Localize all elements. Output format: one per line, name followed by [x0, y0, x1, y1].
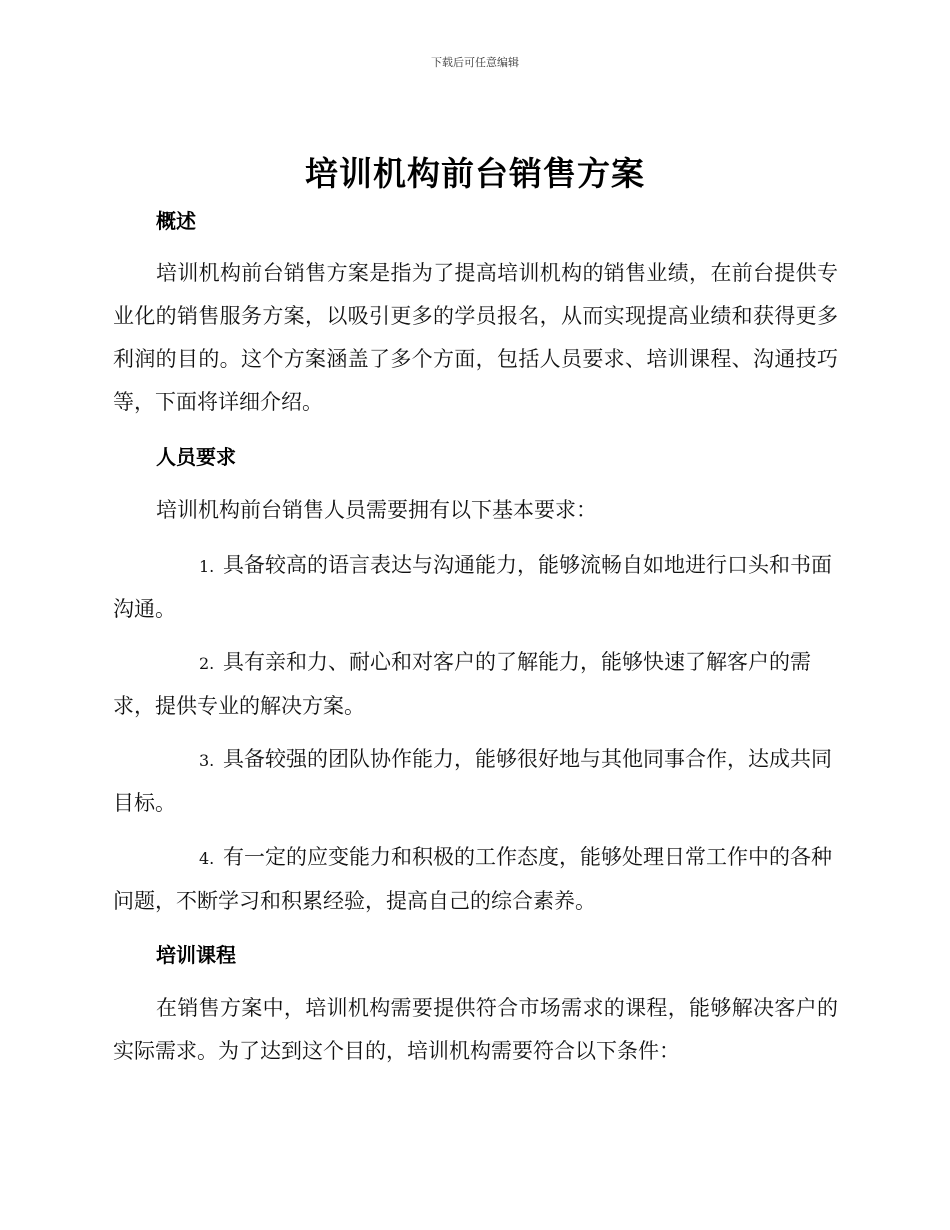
list-item-paragraph — [113, 544, 838, 631]
list-item — [113, 836, 838, 923]
list-item — [113, 641, 838, 728]
section-heading-overview: 概述 — [156, 209, 196, 233]
list-item — [113, 544, 838, 631]
list-item-text: 有一定的应变能力和积极的工作态度，能够处理日常工作中的各种问题，不断学习和积累经验，提高自己的综合素养。 — [113, 845, 832, 913]
overview-paragraph: 培训机构前台销售方案是指为了提高培训机构的销售业绩，在前台提供专业化的销售服务方案，以吸引更多的学员报名，从而实现提高业绩和获得更多利润的目的。这个方案涵盖了多个方面，包括人员要求、培训课程、沟通技巧等，下面将详细介绍。 — [113, 261, 838, 414]
courses-paragraph: 在销售方案中，培训机构需要提供符合市场需求的课程，能够解决客户的实际需求。为了达到这个目的，培训机构需要符合以下条件： — [113, 996, 838, 1063]
list-item-number: 1. — [199, 557, 215, 576]
section-heading-courses: 培训课程 — [156, 943, 236, 967]
document-title: 培训机构前台销售方案 — [305, 154, 645, 193]
section-heading-staff: 人员要求 — [156, 445, 236, 469]
staff-intro-block — [113, 489, 838, 532]
list-item-number: 3. — [199, 751, 215, 770]
list-item-paragraph — [113, 836, 838, 923]
list-item-number: 2. — [199, 654, 215, 673]
list-item — [113, 738, 838, 825]
list-item-paragraph — [113, 641, 838, 728]
staff-intro: 培训机构前台销售人员需要拥有以下基本要求： — [156, 498, 597, 522]
header-note: 下载后可任意编辑 — [431, 56, 519, 69]
overview-paragraph-block — [113, 252, 838, 424]
list-item-paragraph — [113, 738, 838, 825]
list-item-text: 具备较强的团队协作能力，能够很好地与其他同事合作，达成共同目标。 — [113, 747, 832, 815]
list-item-text: 具有亲和力、耐心和对客户的了解能力，能够快速了解客户的需求，提供专业的解决方案。 — [113, 650, 811, 718]
list-item-number: 4. — [199, 849, 215, 868]
courses-paragraph-block — [113, 987, 838, 1073]
list-item-text: 具备较高的语言表达与沟通能力，能够流畅自如地进行口头和书面沟通。 — [113, 553, 832, 621]
